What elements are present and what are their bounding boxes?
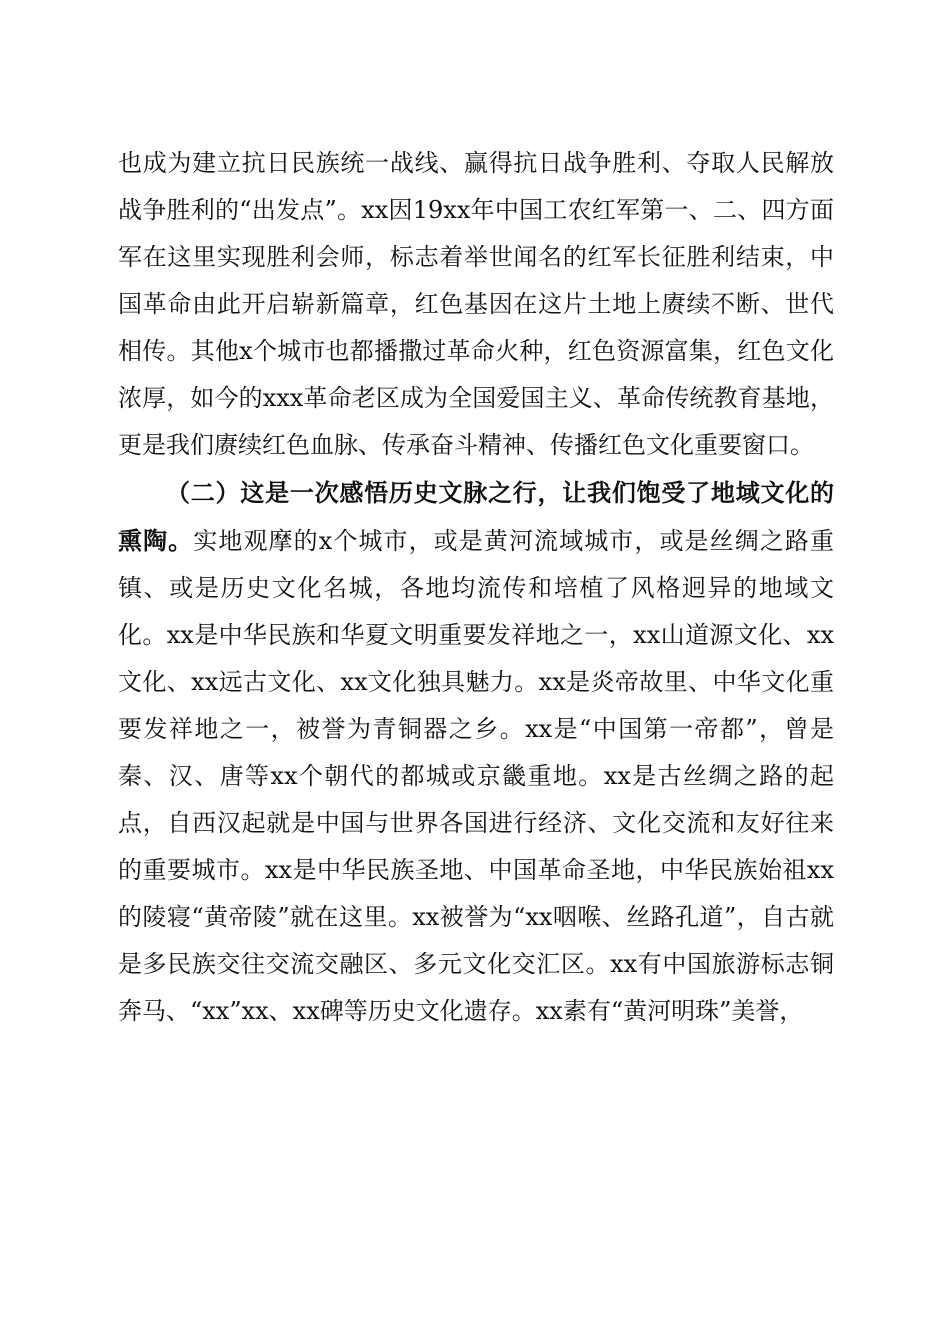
- paragraph-continuation: [118, 140, 834, 469]
- paragraph-text: 实地观摩的x个城市，或是黄河流域城市，或是丝绸之路重镇、或是历史文化名城，各地均流传和培植了风格迥异的地域文化。xx是中华民族和华夏文明重要发祥地之一，xx山道源文化、xx文化、xx远古文化、xx文化独具魅力。xx是炎帝故里、中华文化重要发祥地之一，被誉为青铜器之乡。xx是“中国第一帝都”，曾是秦、汉、唐等xx个朝代的都城或京畿重地。xx是古丝绸之路的起点，自西汉起就是中国与世界各国进行经济、文化交流和友好往来的重要城市。xx是中华民族圣地、中国革命圣地，中华民族始祖xx的陵寝“黄帝陵”就在这里。xx被誉为“xx咽喉、丝路孔道”，自古就是多民族交往交流交融区、多元文化交汇区。xx有中国旅游标志铜奔马、“xx”xx、xx碑等历史文化遗存。xx素有“黄河明珠”美誉，: [118, 527, 834, 1025]
- section-heading-lead: （二）这是一次感悟历史文脉之行，让我们饱受了地域文化的熏陶。: [118, 478, 834, 555]
- paragraph-section-two: [118, 469, 834, 1035]
- paragraph-text: 也成为建立抗日民族统一战线、赢得抗日战争胜利、夺取人民解放战争胜利的“出发点”。xx因19xx年中国工农红军第一、二、四方面军在这里实现胜利会师，标志着举世闻名的红军长征胜利结束，中国革命由此开启崭新篇章，红色基因在这片土地上赓续不断、世代相传。其他x个城市也都播撒过革命火种，红色资源富集，红色文化浓厚，如今的xxx革命老区成为全国爱国主义、革命传统教育基地，更是我们赓续红色血脉、传承奋斗精神、传播红色文化重要窗口。: [118, 149, 834, 459]
- document-body: [118, 140, 834, 1035]
